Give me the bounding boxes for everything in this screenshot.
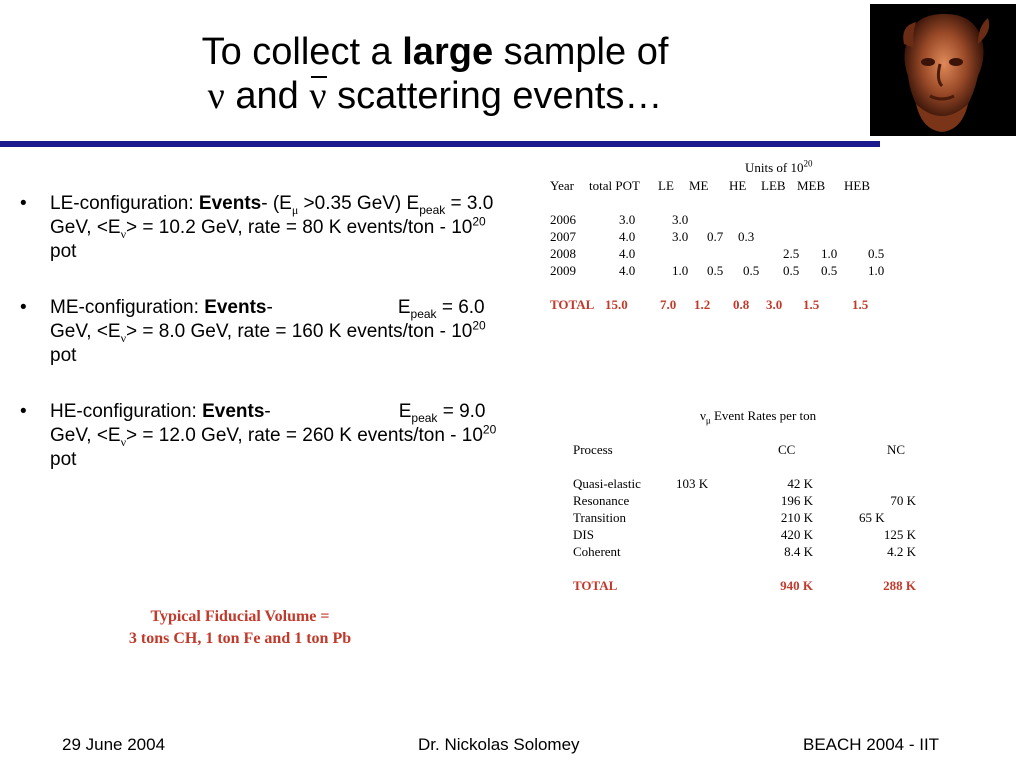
header-he: HE <box>729 178 747 193</box>
bust-photo <box>870 4 1016 136</box>
header-year: Year <box>550 178 574 193</box>
header-nc: NC <box>887 442 906 457</box>
footer-author: Dr. Nickolas Solomey <box>418 735 580 754</box>
pot-units-label: Units of $10^{20}$ <box>745 158 813 175</box>
title-text: To collect a <box>201 31 403 73</box>
header-le: LE <box>658 178 674 193</box>
bullet-me-config: • ME-configuration: Events- $E_{peak} = 6.0$ GeV, $<E_\nu> = 8.0$ GeV, rate = 160 K events/ton - $10^{20}$ pot <box>20 297 486 366</box>
bullet-he-config: • HE-configuration: Events- $E_{peak} = 9.0$ GeV, $<E_\nu> = 12.0$ GeV, rate = 260 K events/ton - $10^{20}$ pot <box>20 401 497 470</box>
header-me: ME <box>689 178 709 193</box>
header-heb: HEB <box>844 178 870 193</box>
antineutrino-symbol: ν <box>309 75 327 117</box>
title-bold-word: large <box>402 31 494 73</box>
header-leb: LEB <box>761 178 786 193</box>
title-text-3: scattering events… <box>326 75 663 117</box>
header-total-pot: total POT <box>589 178 640 193</box>
bullet-dot: • <box>20 297 27 318</box>
bullet-dot: • <box>20 401 27 422</box>
slide-title <box>90 30 780 118</box>
bullet-list <box>20 192 500 497</box>
nu-symbol: ν <box>207 75 225 117</box>
title-divider <box>0 141 880 147</box>
footer-event: BEACH 2004 - IIT <box>803 735 940 754</box>
fiducial-volume-note: Typical Fiducial Volume = 3 tons CH, 1 ton Fe and 1 ton Pb <box>128 608 352 647</box>
header-process: Process <box>573 442 613 457</box>
bullet-dot: • <box>20 193 27 214</box>
header-meb: MEB <box>797 178 826 193</box>
title-text-2: sample of <box>493 31 669 73</box>
header-cc: CC <box>778 442 796 457</box>
bullet-le-config: • LE-configuration: Events- ($E_\mu >0.35$ GeV) $E_{peak} = 3.0$ GeV, $<E_\nu> = 10.2$ GeV, rate = 80 K events/ton - $10^{20}$ pot <box>20 193 494 262</box>
footer-date: 29 June 2004 <box>62 735 166 754</box>
rates-title: $\nu_\mu$ Event Rates per ton <box>700 408 817 426</box>
title-and: and <box>224 75 310 117</box>
